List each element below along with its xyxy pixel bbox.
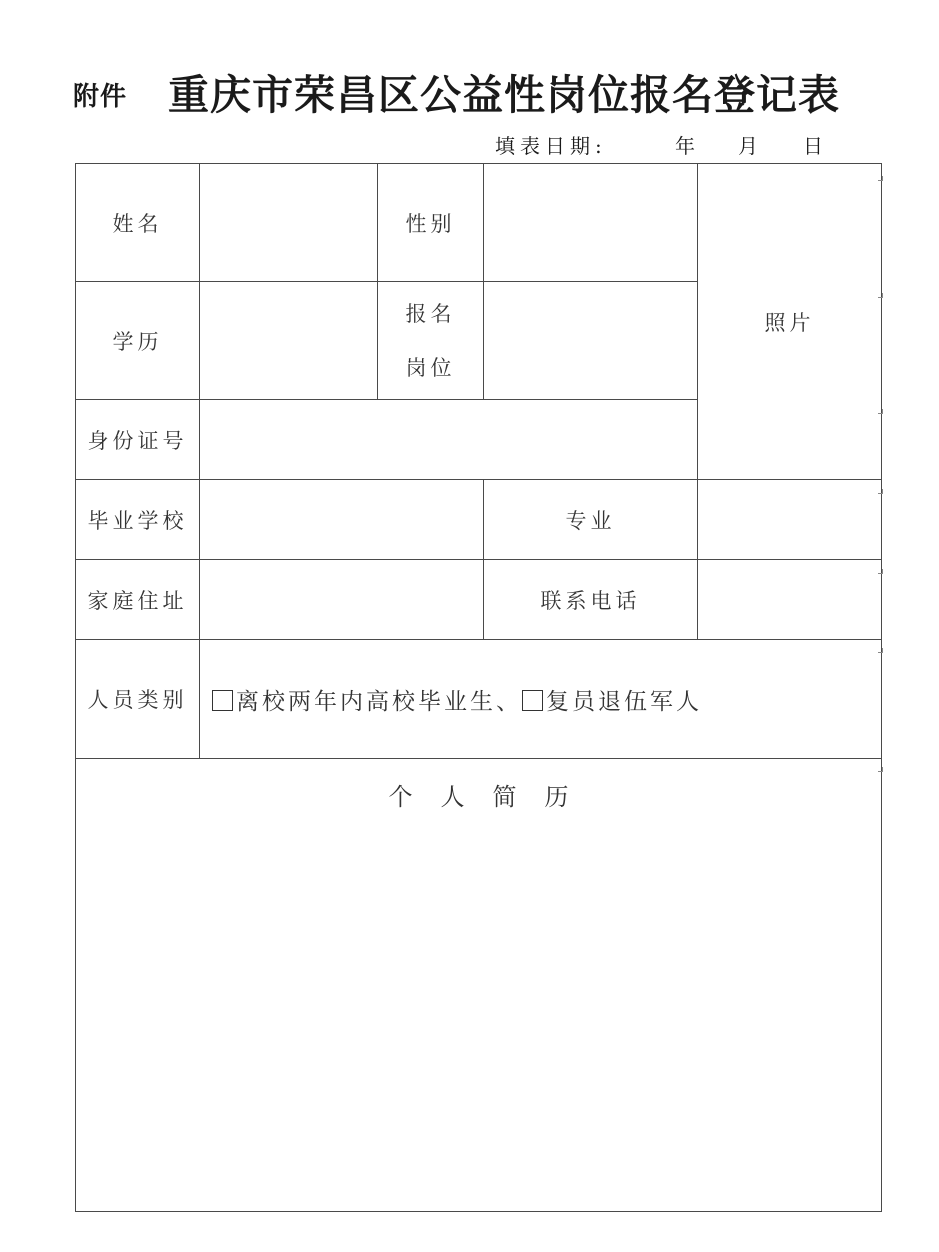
major-label-cell — [484, 480, 698, 560]
category-options — [200, 640, 882, 759]
category-label-cell — [76, 640, 200, 759]
id-label-cell — [76, 400, 200, 480]
resume-title-char: 简 — [492, 783, 517, 811]
fill-date-label: 填表日期: — [495, 134, 607, 158]
phone-field[interactable] — [698, 560, 882, 640]
position-label-cell — [378, 282, 484, 400]
page-title: 重庆市荣昌区公益性岗位报名登记表 — [168, 71, 840, 119]
gender-label-cell — [378, 164, 484, 282]
position-label-line2: 岗位 — [405, 355, 456, 380]
veteran-checkbox[interactable] — [522, 690, 543, 711]
resume-cell[interactable] — [76, 759, 882, 1212]
position-field[interactable] — [484, 282, 698, 400]
phone-label-cell — [484, 560, 698, 640]
photo-cell[interactable] — [698, 164, 882, 480]
major-field[interactable] — [698, 480, 882, 560]
position-label-line1: 报名 — [405, 301, 456, 326]
graduate-option-label: 离校两年内高校毕业生、 — [236, 688, 522, 715]
category-label: 人员类别 — [87, 688, 188, 712]
veteran-option-label: 复员退伍军人 — [546, 688, 702, 715]
fill-date-month: 月 — [738, 134, 763, 158]
school-field[interactable] — [200, 480, 484, 560]
school-label-cell — [76, 480, 200, 560]
school-label: 毕业学校 — [87, 508, 188, 533]
gender-label: 性别 — [405, 211, 456, 236]
paragraph-mark — [878, 489, 883, 494]
paragraph-mark — [878, 569, 883, 574]
resume-title-char: 历 — [544, 783, 569, 811]
graduate-checkbox[interactable] — [212, 690, 233, 711]
attachment-label: 附件 — [73, 82, 128, 112]
name-label: 姓名 — [112, 211, 163, 236]
paragraph-mark — [878, 767, 883, 772]
resume-title-char: 个 — [388, 783, 413, 811]
education-label-cell — [76, 282, 200, 400]
registration-form — [75, 163, 882, 1212]
address-field[interactable] — [200, 560, 484, 640]
name-field[interactable] — [200, 164, 378, 282]
name-label-cell — [76, 164, 200, 282]
fill-date-year: 年 — [675, 134, 700, 158]
address-label: 家庭住址 — [87, 588, 188, 613]
resume-title-char: 人 — [440, 783, 465, 811]
education-field[interactable] — [200, 282, 378, 400]
id-number-field[interactable] — [200, 400, 698, 480]
address-label-cell — [76, 560, 200, 640]
id-number-label: 身份证号 — [87, 428, 188, 453]
education-label: 学历 — [112, 329, 163, 354]
paragraph-mark — [878, 409, 883, 414]
gender-field[interactable] — [484, 164, 698, 282]
resume-title — [76, 777, 881, 812]
paragraph-mark — [878, 176, 883, 181]
major-label: 专业 — [565, 508, 616, 533]
photo-label: 照片 — [764, 310, 815, 335]
paragraph-mark — [878, 293, 883, 298]
phone-label: 联系电话 — [540, 588, 641, 613]
paragraph-mark — [878, 648, 883, 653]
fill-date-day: 日 — [803, 134, 828, 158]
